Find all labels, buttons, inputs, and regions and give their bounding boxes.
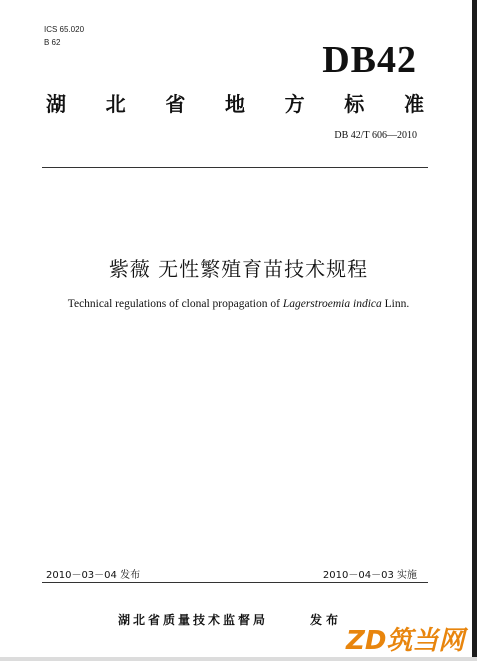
scan-edge-bottom [0, 657, 477, 661]
standard-type-char: 方 [284, 92, 305, 116]
title-english-suffix: Linn. [381, 298, 410, 310]
scan-edge-right [472, 0, 477, 661]
title-english-prefix: Technical regulations of clonal propagation of [67, 298, 283, 310]
title-english [0, 298, 477, 310]
title-english-species: Lagerstroemia indica [282, 298, 382, 310]
standard-type-char: 北 [105, 92, 126, 116]
header-divider [42, 167, 428, 168]
issue-date: 2010－03－04 发布 [46, 570, 141, 581]
ccs-code: B 62 [44, 38, 61, 47]
standard-type-char: 地 [224, 92, 245, 116]
title-chinese: 紫薇 无性繁殖育苗技术规程 [108, 257, 369, 281]
site-watermark-logo: ZD筑当网 [346, 626, 465, 656]
footer-divider [42, 582, 428, 583]
ics-code: ICS 65.020 [44, 25, 85, 34]
implementation-date: 2010－04－03 实施 [322, 570, 417, 581]
standard-type-char: 湖 [46, 92, 66, 116]
standard-type-char: 省 [165, 92, 186, 116]
standard-type-char: 准 [403, 92, 424, 116]
standard-code: DB42 [322, 39, 417, 81]
issuing-authority: 湖北省质量技术监督局 [118, 613, 269, 627]
issue-label: 发布 [310, 613, 343, 627]
standard-type-char: 标 [344, 92, 365, 116]
standard-type-heading [46, 88, 424, 117]
standard-number: DB 42/T 606—2010 [334, 130, 417, 141]
